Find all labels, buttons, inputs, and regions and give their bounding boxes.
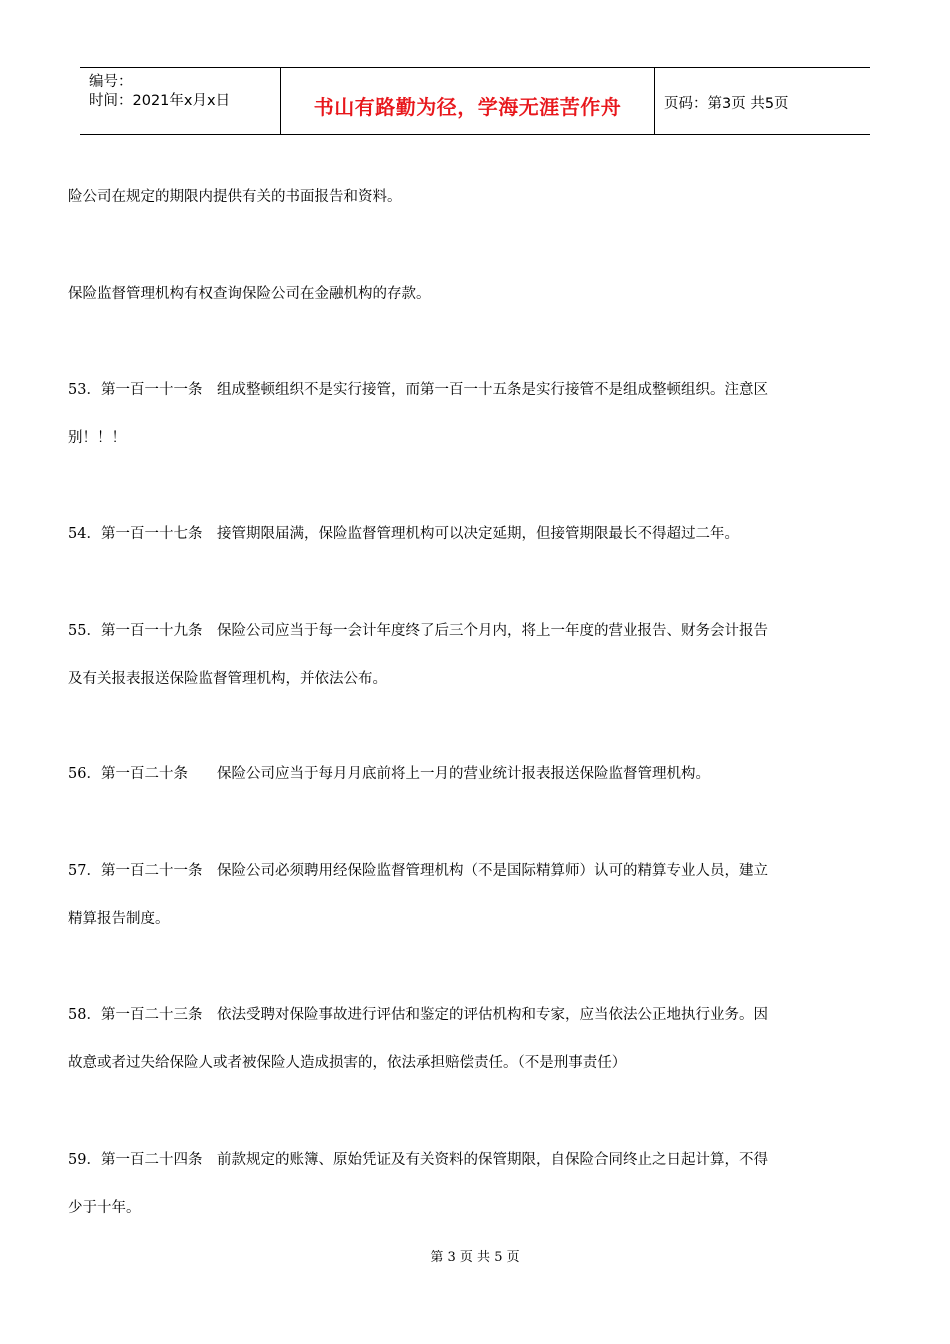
document-time-label: 时间：2021年x月x日: [89, 93, 231, 109]
paragraph-line: 58．第一百二十三条 依法受聘对保险事故进行评估和鉴定的评估机构和专家，应当依法公正地执行业务。因: [68, 1007, 768, 1023]
paragraph-line: 保险监督管理机构有权查询保险公司在金融机构的存款。: [68, 286, 431, 302]
header-meta: [80, 68, 281, 134]
page-footer: [0, 1246, 950, 1265]
article-59: [68, 1136, 883, 1232]
paragraph-line: 及有关报表报送保险监督管理机构，并依法公布。: [68, 671, 387, 687]
page-header: [80, 67, 870, 135]
paragraph-line: 精算报告制度。: [68, 911, 170, 927]
paragraph-line: 55．第一百一十九条 保险公司应当于每一会计年度终了后三个月内，将上一年度的营业报告、财务会计报告: [68, 623, 768, 639]
paragraph-line: 险公司在规定的期限内提供有关的书面报告和资料。: [68, 189, 402, 205]
article-54: [68, 510, 883, 558]
paragraph-line: 53．第一百一十一条 组成整顿组织不是实行接管，而第一百一十五条是实行接管不是组成整顿组织。注意区: [68, 382, 768, 398]
article-55: [68, 607, 883, 703]
footer-page-number: 第 3 页 共 5 页: [430, 1250, 520, 1265]
header-page-info: 页码：第3页 共5页: [664, 95, 789, 112]
header-motto: 书山有路勤为径，学海无涯苦作舟: [281, 68, 655, 134]
article-57: [68, 847, 883, 943]
paragraph-line: 少于十年。: [68, 1200, 141, 1216]
paragraph-1: [68, 173, 883, 221]
paragraph-line: 别！！！: [68, 430, 126, 446]
article-53: [68, 366, 883, 462]
paragraph-line: 56．第一百二十条 保险公司应当于每月月底前将上一月的营业统计报表报送保险监督管理机构。: [68, 766, 710, 782]
paragraph-line: 54．第一百一十七条 接管期限届满，保险监督管理机构可以决定延期，但接管期限最长不得超过二年。: [68, 526, 739, 542]
article-58: [68, 991, 883, 1087]
document-number-label: 编号：: [89, 74, 133, 90]
paragraph-line: 59．第一百二十四条 前款规定的账簿、原始凭证及有关资料的保管期限，自保险合同终止之日起计算，不得: [68, 1152, 768, 1168]
paragraph-line: 57．第一百二十一条 保险公司必须聘用经保险监督管理机构（不是国际精算师）认可的精算专业人员，建立: [68, 863, 768, 879]
article-56: [68, 750, 883, 798]
paragraph-line: 故意或者过失给保险人或者被保险人造成损害的，依法承担赔偿责任。（不是刑事责任）: [68, 1055, 627, 1071]
paragraph-2: [68, 270, 883, 318]
